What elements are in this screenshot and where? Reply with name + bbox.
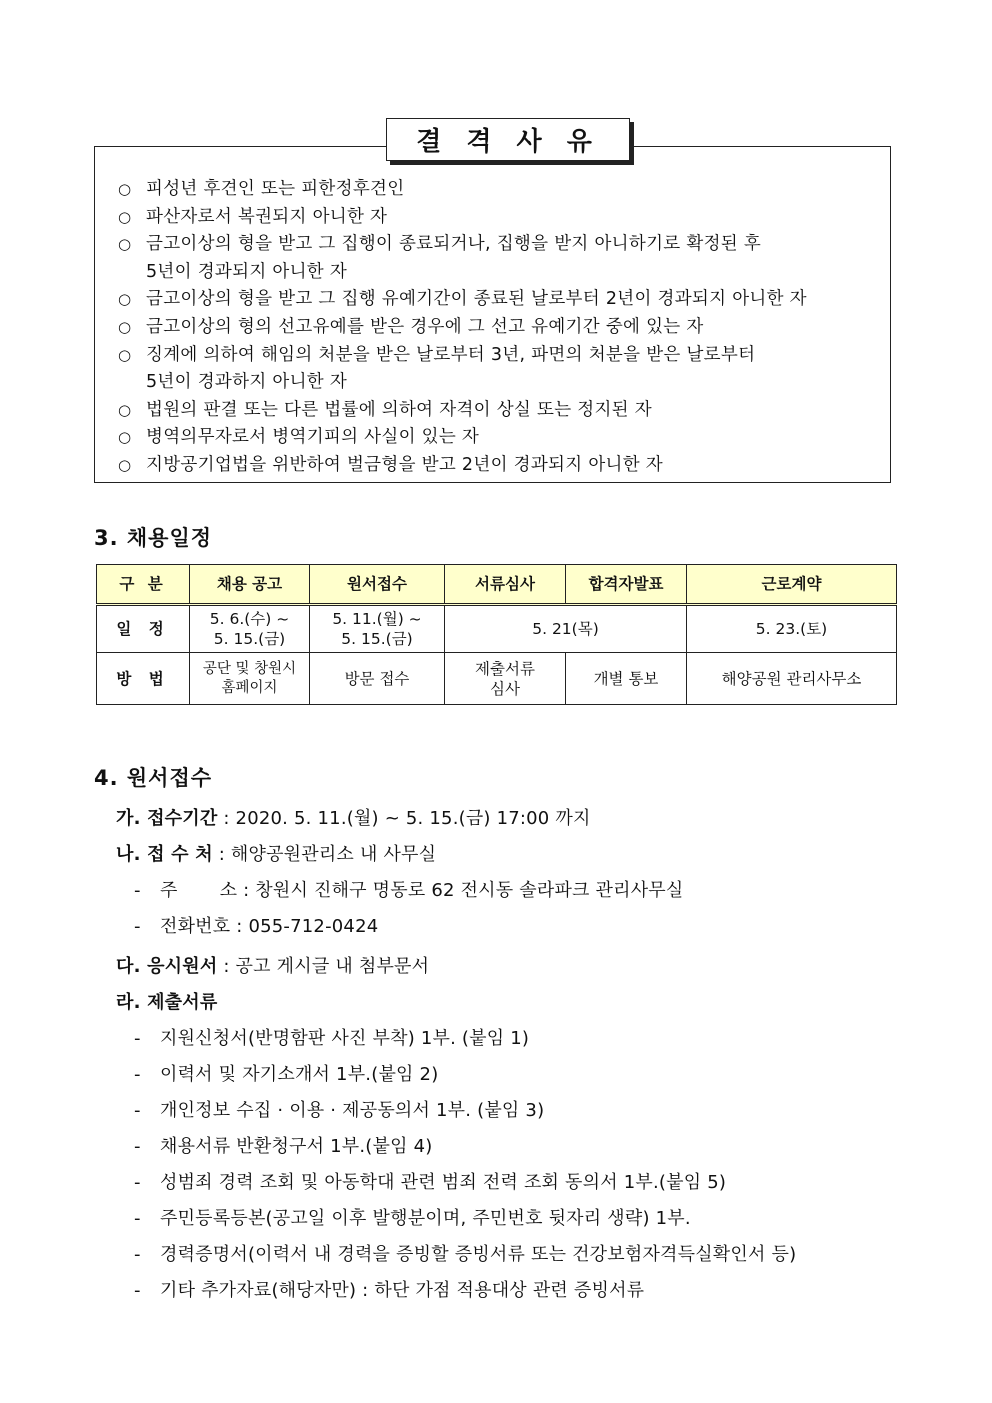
header-receipt: 원서접수 xyxy=(310,565,445,605)
schedule-heading: 3. 채용일정 xyxy=(94,526,213,550)
cell-receipt-date: 5. 11.(월) ~ 5. 15.(금) xyxy=(310,605,445,653)
list-item: - 개인정보 수집 · 이용 · 제공동의서 1부. (붙임 3) xyxy=(134,1100,545,1121)
schedule-table xyxy=(96,564,897,705)
cell-announce-method: 개별 통보 xyxy=(566,653,687,705)
cell-contract-date: 5. 23.(토) xyxy=(687,605,897,653)
row-label-method: 방 법 xyxy=(97,653,190,705)
list-item: ○ 금고이상의 형을 받고 그 집행 유예기간이 종료된 날로부터 2년이 경과되지 아니한 자 xyxy=(118,286,888,314)
bullet-circle-icon: ○ xyxy=(118,180,132,198)
application-heading: 4. 원서접수 xyxy=(94,766,213,790)
bullet-circle-icon: ○ xyxy=(118,428,132,447)
list-item: - 경력증명서(이력서 내 경력을 증빙할 증빙서류 또는 건강보험자격득실확인서 등) xyxy=(134,1244,797,1265)
list-item: - 주민등록등본(공고일 이후 발행분이며, 주민번호 뒷자리 생략) 1부. xyxy=(134,1208,691,1229)
table-header-row xyxy=(97,565,897,605)
header-announce: 합격자발표 xyxy=(566,565,687,605)
cell-review-announce-date: 5. 21(목) xyxy=(445,605,687,653)
list-item: ○ 법원의 판결 또는 다른 법률에 의하여 자격이 상실 또는 정지된 자 xyxy=(118,397,888,425)
list-item: ○ 파산자로서 복권되지 아니한 자 xyxy=(118,204,888,232)
list-item: - 이력서 및 자기소개서 1부.(붙임 2) xyxy=(134,1064,439,1085)
list-item: ○ 금고이상의 형의 선고유예를 받은 경우에 그 선고 유예기간 중에 있는 자 xyxy=(118,314,888,342)
table-row xyxy=(97,653,897,705)
list-item: ○ 병역의무자로서 병역기피의 사실이 있는 자 xyxy=(118,424,888,452)
cell-notice-date: 5. 6.(수) ~ 5. 15.(금) xyxy=(190,605,310,653)
header-category: 구 분 xyxy=(97,565,190,605)
list-item: - 지원신청서(반명함판 사진 부착) 1부. (붙임 1) xyxy=(134,1028,530,1049)
list-item: ○ 징계에 의하여 해임의 처분을 받은 날로부터 3년, 파면의 처분을 받은 날로부터 5년이 경과하지 아니한 자 xyxy=(118,342,888,397)
bullet-circle-icon: ○ xyxy=(118,235,132,254)
application-phone: - 전화번호 : 055-712-0424 xyxy=(134,916,379,937)
cell-review-method: 제출서류 심사 xyxy=(445,653,566,705)
application-period: 가. 접수기간 : 2020. 5. 11.(월) ~ 5. 15.(금) 17:00 까지 xyxy=(116,808,591,829)
application-form: 다. 응시원서 : 공고 게시글 내 첨부문서 xyxy=(116,956,430,977)
list-item: - 채용서류 반환청구서 1부.(붙임 4) xyxy=(134,1136,433,1157)
cell-notice-method: 공단 및 창원시 홈페이지 xyxy=(190,653,310,705)
application-address: - 주 소 : 창원시 진해구 명동로 62 전시동 솔라파크 관리사무실 xyxy=(134,880,684,901)
bullet-circle-icon: ○ xyxy=(118,455,132,474)
row-label-date: 일 정 xyxy=(97,605,190,653)
bullet-circle-icon: ○ xyxy=(118,290,132,309)
bullet-circle-icon: ○ xyxy=(118,207,132,226)
list-item: ○ 지방공기업법을 위반하여 벌금형을 받고 2년이 경과되지 아니한 자 xyxy=(118,452,888,480)
disqualification-title: 결 격 사 유 xyxy=(386,118,630,161)
list-item: - 성범죄 경력 조회 및 아동학대 관련 범죄 전력 조회 동의서 1부.(붙임 5) xyxy=(134,1172,727,1193)
header-contract: 근로계약 xyxy=(687,565,897,605)
list-item: ○ 피성년 후견인 또는 피한정후견인 xyxy=(118,176,888,204)
disqualification-list xyxy=(118,176,888,480)
list-item: ○ 금고이상의 형을 받고 그 집행이 종료되거나, 집행을 받지 아니하기로 확정된 후 5년이 경과되지 아니한 자 xyxy=(118,231,888,286)
bullet-circle-icon: ○ xyxy=(118,400,132,419)
application-docs-label: 라. 제출서류 xyxy=(116,992,218,1013)
application-place: 나. 접 수 처 : 해양공원관리소 내 사무실 xyxy=(116,844,437,865)
bullet-circle-icon: ○ xyxy=(118,317,132,336)
table-row xyxy=(97,605,897,653)
cell-receipt-method: 방문 접수 xyxy=(310,653,445,705)
header-notice: 채용 공고 xyxy=(190,565,310,605)
list-item: - 기타 추가자료(해당자만) : 하단 가점 적용대상 관련 증빙서류 xyxy=(134,1280,645,1301)
cell-contract-method: 해양공원 관리사무소 xyxy=(687,653,897,705)
bullet-circle-icon: ○ xyxy=(118,345,132,364)
header-review: 서류심사 xyxy=(445,565,566,605)
